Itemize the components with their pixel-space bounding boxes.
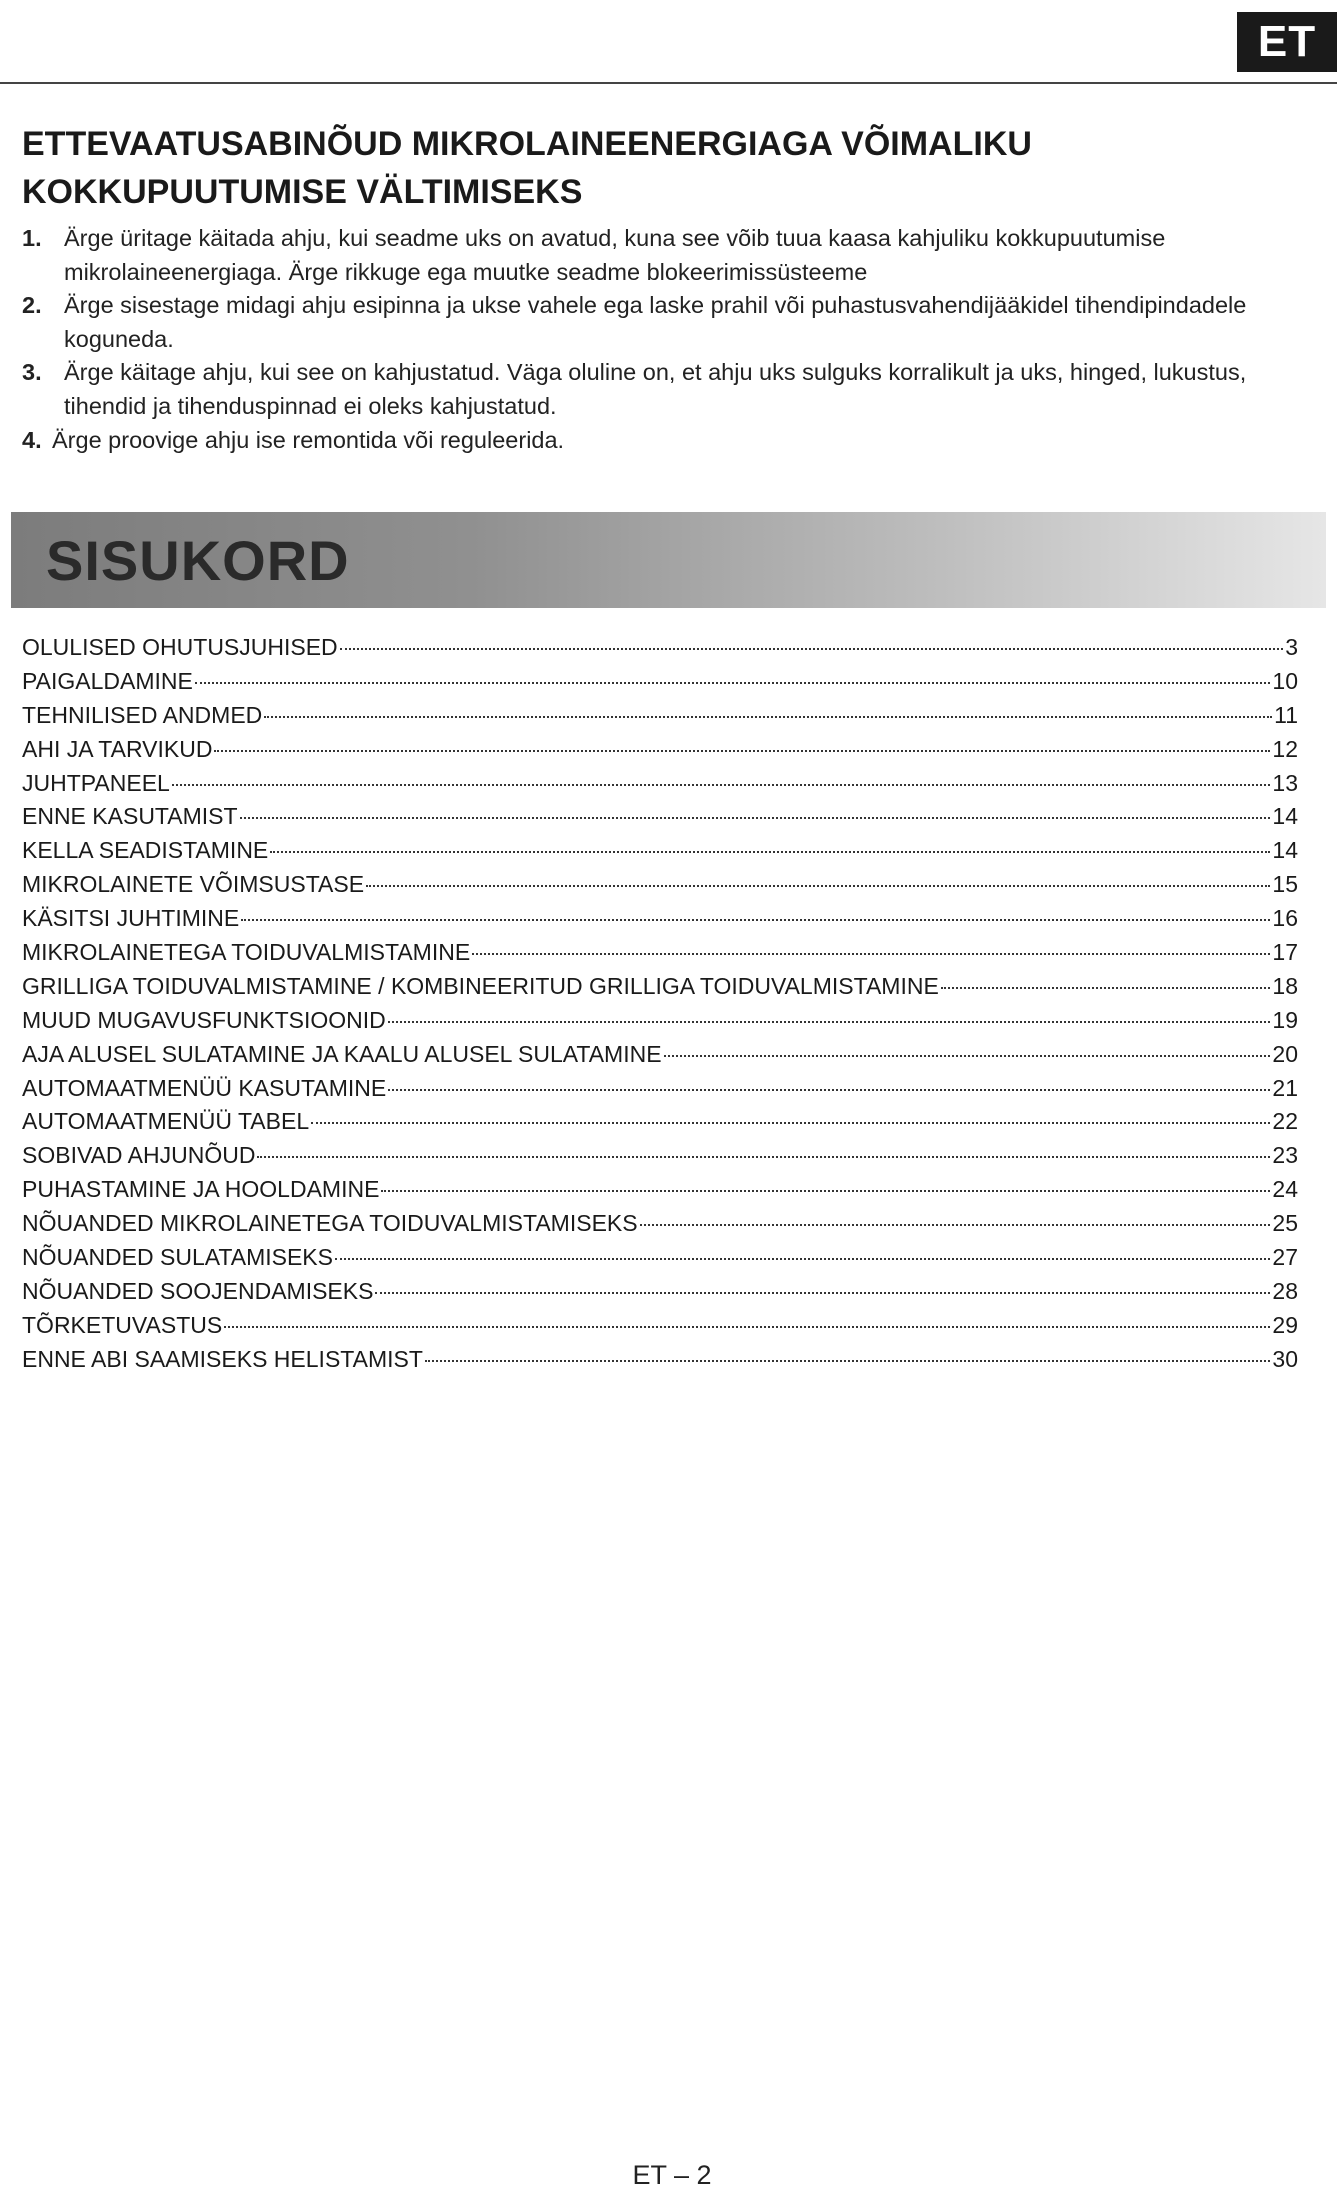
toc-leader-dots xyxy=(257,1155,1270,1158)
toc-leader-dots xyxy=(224,1325,1270,1328)
warning-item-number: 2. xyxy=(22,292,42,319)
warning-item xyxy=(22,289,1322,356)
warning-item-number: 1. xyxy=(22,225,42,251)
toc-list xyxy=(22,631,1298,1377)
toc-entry-label: PUHASTAMINE JA HOOLDAMINE xyxy=(22,1176,380,1203)
toc-leader-dots xyxy=(340,647,1284,650)
toc-entry-label: NÕUANDED MIKROLAINETEGA TOIDUVALMISTAMISEKS xyxy=(22,1210,638,1237)
toc-leader-dots xyxy=(264,715,1272,718)
toc-entry-label: TÕRKETUVASTUS xyxy=(22,1311,223,1338)
header-divider xyxy=(0,82,1337,84)
toc-entry-page: 16 xyxy=(1272,905,1298,932)
toc-leader-dots xyxy=(240,816,1271,819)
toc-banner xyxy=(11,512,1326,608)
toc-entry-label: MIKROLAINETEGA TOIDUVALMISTAMINE xyxy=(22,939,471,966)
toc-entry[interactable] xyxy=(22,1004,1298,1038)
toc-entry-label: ENNE KASUTAMIST xyxy=(22,803,238,830)
toc-entry-page: 11 xyxy=(1274,701,1298,728)
toc-entry-label: TEHNILISED ANDMED xyxy=(22,701,263,728)
toc-entry[interactable] xyxy=(22,1241,1298,1275)
toc-leader-dots xyxy=(311,1121,1270,1124)
toc-leader-dots xyxy=(941,986,1271,989)
toc-entry[interactable] xyxy=(22,1309,1298,1343)
toc-entry[interactable] xyxy=(22,1207,1298,1241)
warning-list xyxy=(22,222,1322,457)
toc-entry-page: 14 xyxy=(1272,837,1298,864)
warning-item xyxy=(22,424,1322,458)
toc-entry[interactable] xyxy=(22,1139,1298,1173)
toc-entry[interactable] xyxy=(22,1173,1298,1207)
toc-entry-page: 27 xyxy=(1272,1244,1298,1271)
toc-entry-label: SOBIVAD AHJUNÕUD xyxy=(22,1142,256,1169)
toc-entry-label: KÄSITSI JUHTIMINE xyxy=(22,905,240,932)
toc-entry-label: KELLA SEADISTAMINE xyxy=(22,837,269,864)
toc-leader-dots xyxy=(664,1054,1271,1057)
toc-entry-page: 14 xyxy=(1272,803,1298,830)
toc-entry-page: 17 xyxy=(1272,939,1298,966)
toc-entry-page: 30 xyxy=(1272,1345,1298,1372)
toc-leader-dots xyxy=(640,1223,1271,1226)
toc-entry[interactable] xyxy=(22,1038,1298,1072)
page-number: ET – 2 xyxy=(632,2160,712,2190)
toc-entry[interactable] xyxy=(22,767,1298,801)
toc-entry[interactable] xyxy=(22,936,1298,970)
toc-entry-page: 25 xyxy=(1272,1210,1298,1237)
toc-entry[interactable] xyxy=(22,1105,1298,1139)
toc-entry[interactable] xyxy=(22,733,1298,767)
toc-leader-dots xyxy=(241,918,1270,921)
toc-entry-page: 19 xyxy=(1272,1006,1298,1033)
toc-entry-page: 22 xyxy=(1272,1108,1298,1135)
toc-entry-page: 15 xyxy=(1272,871,1298,898)
toc-leader-dots xyxy=(381,1189,1270,1192)
toc-entry[interactable] xyxy=(22,800,1298,834)
toc-title: SISUKORD xyxy=(46,529,350,592)
toc-leader-dots xyxy=(270,850,1270,853)
warning-item xyxy=(22,222,1322,289)
toc-leader-dots xyxy=(172,783,1271,786)
warning-item-text: Ärge proovige ahju ise remontida või reguleerida. xyxy=(52,426,565,453)
warning-item-text: Ärge käitage ahju, kui see on kahjustatud. Väga oluline on, et ahju uks sulguks korralikult ja uks, hinged, lukustus, tihendid ja tihenduspinnad ei oleks kahjustatud. xyxy=(64,359,1247,419)
toc-entry-label: JUHTPANEEL xyxy=(22,769,170,796)
toc-leader-dots xyxy=(425,1359,1271,1362)
toc-entry-label: AJA ALUSEL SULATAMINE JA KAALU ALUSEL SULATAMINE xyxy=(22,1040,662,1067)
toc-leader-dots xyxy=(388,1088,1270,1091)
toc-entry-page: 28 xyxy=(1272,1277,1298,1304)
toc-entry-label: NÕUANDED SULATAMISEKS xyxy=(22,1244,333,1271)
warning-heading: ETTEVAATUSABINÕUD MIKROLAINEENERGIAGA VÕIMALIKU KOKKUPUUTUMISE VÄLTIMISEKS xyxy=(22,125,1032,211)
toc-entry[interactable] xyxy=(22,631,1298,665)
toc-entry-label: MIKROLAINETE VÕIMSUSTASE xyxy=(22,871,365,898)
toc-entry-page: 12 xyxy=(1272,735,1298,762)
toc-entry-label: AHI JA TARVIKUD xyxy=(22,735,213,762)
toc-entry[interactable] xyxy=(22,1343,1298,1377)
toc-leader-dots xyxy=(195,681,1271,684)
toc-entry-page: 24 xyxy=(1272,1176,1298,1203)
toc-entry-label: GRILLIGA TOIDUVALMISTAMINE / KOMBINEERITUD GRILLIGA TOIDUVALMISTAMINE xyxy=(22,972,939,999)
toc-entry-page: 23 xyxy=(1272,1142,1298,1169)
toc-entry-page: 13 xyxy=(1272,769,1298,796)
toc-entry-page: 18 xyxy=(1272,972,1298,999)
toc-entry-label: PAIGALDAMINE xyxy=(22,667,193,694)
toc-entry-label: OLULISED OHUTUSJUHISED xyxy=(22,634,338,660)
toc-entry[interactable] xyxy=(22,902,1298,936)
toc-entry[interactable] xyxy=(22,970,1298,1004)
toc-leader-dots xyxy=(375,1291,1270,1294)
warning-item-number: 3. xyxy=(22,359,42,386)
toc-entry[interactable] xyxy=(22,1072,1298,1106)
language-badge: ET xyxy=(1237,12,1337,72)
toc-entry-page: 21 xyxy=(1272,1074,1298,1101)
toc-entry[interactable] xyxy=(22,868,1298,902)
toc-leader-dots xyxy=(366,884,1270,887)
toc-entry-page: 3 xyxy=(1285,634,1298,660)
warning-item-number: 4. xyxy=(22,426,42,453)
toc-leader-dots xyxy=(472,952,1270,955)
toc-entry-label: MUUD MUGAVUSFUNKTSIOONID xyxy=(22,1006,386,1033)
toc-entry-label: ENNE ABI SAAMISEKS HELISTAMIST xyxy=(22,1345,423,1372)
toc-entry-page: 29 xyxy=(1272,1311,1298,1338)
warning-item-text: Ärge üritage käitada ahju, kui seadme uks on avatud, kuna see võib tuua kaasa kahjuliku kokkupuutumise mikrolaineenergiaga. Ärge rikkuge ega muutke seadme blokeerimissüsteeme xyxy=(64,225,1166,285)
toc-leader-dots xyxy=(335,1257,1270,1260)
toc-entry-label: AUTOMAATMENÜÜ KASUTAMINE xyxy=(22,1074,387,1101)
toc-entry[interactable] xyxy=(22,834,1298,868)
toc-entry[interactable] xyxy=(22,699,1298,733)
warning-item xyxy=(22,356,1322,423)
toc-entry-label: NÕUANDED SOOJENDAMISEKS xyxy=(22,1277,374,1304)
toc-leader-dots xyxy=(388,1020,1271,1023)
toc-entry-page: 10 xyxy=(1272,667,1298,694)
toc-entry[interactable] xyxy=(22,665,1298,699)
warning-item-text: Ärge sisestage midagi ahju esipinna ja ukse vahele ega laske prahil või puhastusvahendijääkidel tihendipindadele koguneda. xyxy=(64,292,1247,352)
toc-entry-page: 20 xyxy=(1272,1040,1298,1067)
toc-leader-dots xyxy=(214,749,1270,752)
toc-entry[interactable] xyxy=(22,1275,1298,1309)
toc-entry-label: AUTOMAATMENÜÜ TABEL xyxy=(22,1108,310,1135)
